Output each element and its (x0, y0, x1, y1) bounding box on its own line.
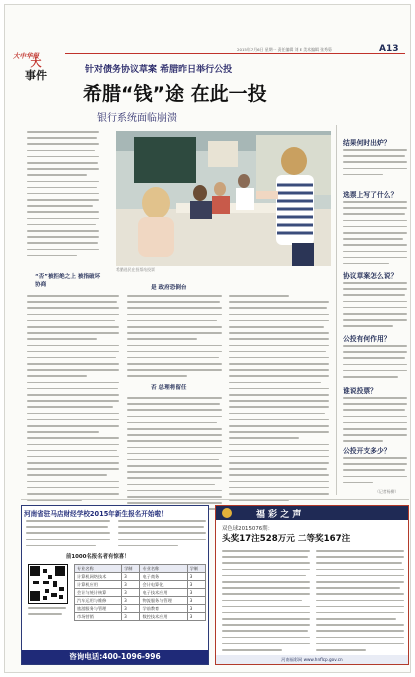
dateline: 2015年7月6日 星期一 责任编辑 刘 E 美术编辑 张秀菊 (237, 47, 332, 52)
newspaper-page (4, 4, 411, 673)
page-number: A13 (379, 44, 399, 54)
sidebar-a6 (343, 457, 407, 488)
sidebar-q6: 公投开支多少？ (343, 447, 391, 455)
subsection-no-body (27, 295, 119, 505)
table-cell: 3 (122, 581, 140, 589)
sidebar-q3: 协议草案怎么说？ (343, 272, 398, 280)
table-row (75, 605, 206, 613)
subsection-pm-body (127, 397, 222, 521)
sidebar-q5: 谁说投票？ (343, 387, 377, 395)
section-label-top: 大 (30, 56, 42, 69)
table-header-cell: 专业名称 (140, 565, 187, 573)
sidebar-q2: 选票上写了什么？ (343, 191, 398, 199)
kicker: 针对债务协议草案 希腊昨日举行公投 (85, 65, 233, 75)
table-row (75, 613, 206, 621)
subsection-yes-title: 是 政府恐倒台 (151, 285, 187, 291)
school-ad-intro-right (118, 520, 206, 551)
table-cell: 数控技术应用 (140, 613, 187, 621)
subsection-pm-title: 否 总理将留任 (151, 385, 187, 391)
subhead: 银行系统面临崩溃 (97, 113, 177, 124)
programs-table-header (75, 565, 206, 573)
table-header-cell: 学制 (122, 565, 140, 573)
table-row (75, 581, 206, 589)
table-cell: 3 (122, 597, 140, 605)
ads-divider (21, 499, 409, 500)
table-cell: 物流服务与管理 (140, 597, 187, 605)
paper-logo (13, 43, 47, 60)
masthead-red-rule (65, 53, 405, 54)
table-cell: 会计与统计核算 (75, 589, 122, 597)
lottery-footer: 河南福彩网 www.hnflcp.gov.cn (216, 655, 408, 664)
lottery-body-right (316, 550, 404, 655)
table-cell: 3 (187, 605, 205, 613)
sidebar-q4: 公投有何作用？ (343, 335, 391, 343)
table-cell: 3 (187, 589, 205, 597)
lottery-subtitle: 双色球2015076期： (222, 526, 273, 532)
table-cell: 3 (187, 597, 205, 605)
table-cell: 计算机应用 (75, 581, 122, 589)
table-row (75, 573, 206, 581)
sidebar-signoff: （记者杨柳） (375, 489, 399, 494)
table-header-cell: 专业名称 (75, 565, 122, 573)
table-cell: 汽车运用与维修 (75, 597, 122, 605)
school-ad-hotline: 咨询电话:400-1096-996 (22, 650, 208, 664)
sidebar-a4 (343, 345, 407, 382)
table-cell: 3 (187, 613, 205, 621)
table-row (75, 589, 206, 597)
school-ad-slogan: 前1000名报名者有惊喜！ (66, 554, 130, 560)
table-cell: 学前教育 (140, 605, 187, 613)
lottery-headline: 头奖17注528万元 二等奖167注 (222, 534, 351, 544)
table-cell: 3 (187, 581, 205, 589)
table-cell: 旅游服务与管理 (75, 605, 122, 613)
school-ad-intro (26, 520, 110, 551)
lottery-body-left (222, 550, 310, 655)
main-headline: 希腊“钱”途 在此一投 (83, 83, 267, 105)
lottery-banner (216, 506, 408, 520)
table-row (75, 597, 206, 605)
sidebar-a3 (343, 282, 407, 332)
programs-table (74, 564, 206, 621)
table-cell: 3 (122, 605, 140, 613)
photo-caption: 希腊选民在投票站投票 (116, 267, 155, 272)
table-cell: 市场营销 (75, 613, 122, 621)
sidebar-a5 (343, 397, 407, 447)
subsection-yes-body-left (127, 295, 222, 382)
lottery-banner-text: 福 彩 之 声 (256, 510, 302, 520)
subsection-yes-body-right (229, 295, 329, 505)
lottery-ad (215, 505, 409, 665)
section-badge (21, 57, 51, 99)
table-cell: 3 (122, 613, 140, 621)
school-ad-title: 河南省驻马店财经学校2015年新生报名开始啦！ (24, 510, 168, 518)
sidebar-divider (336, 125, 337, 495)
lead-paragraph (27, 131, 99, 261)
table-cell: 3 (187, 573, 205, 581)
table-cell: 计算机网络技术 (75, 573, 122, 581)
voting-photo (116, 131, 331, 266)
lottery-logo-icon (222, 508, 232, 518)
photo-illustration (116, 131, 331, 266)
table-cell: 电子商务 (140, 573, 187, 581)
sidebar-q1: 结果何时出炉？ (343, 139, 391, 147)
qr-code (28, 564, 68, 604)
table-header-cell: 学制 (187, 565, 205, 573)
table-cell: 3 (122, 573, 140, 581)
sidebar-a2 (343, 201, 407, 269)
table-cell: 会计电算化 (140, 581, 187, 589)
paper-name: 大中华报 (13, 52, 39, 60)
subsection-no-title: “否”被拒绝之上 被指破坏协商 (35, 274, 101, 288)
school-ad (21, 505, 209, 665)
sidebar-a1 (343, 149, 407, 180)
table-cell: 电子技术应用 (140, 589, 187, 597)
qr-caption (28, 607, 66, 619)
table-cell: 3 (122, 589, 140, 597)
section-label-bottom: 事件 (25, 69, 47, 82)
